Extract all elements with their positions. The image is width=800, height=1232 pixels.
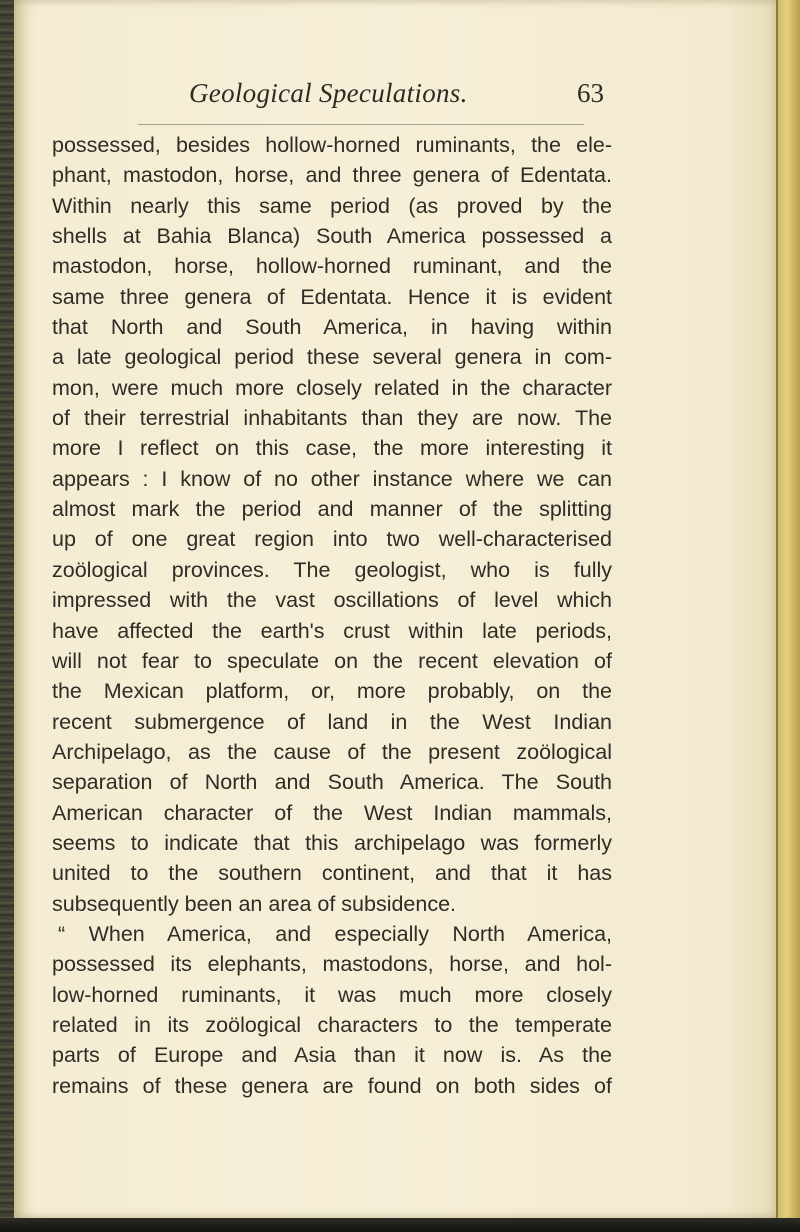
text-line: same three genera of Edentata. Hence it is evident — [52, 284, 612, 309]
text-line: of their terrestrial inhabitants than they are now. The — [52, 406, 612, 431]
running-head — [14, 78, 778, 118]
text-line: that North and South America, in having within — [52, 315, 612, 340]
text-line: united to the southern continent, and that it has — [52, 861, 612, 886]
text-line: have affected the earth's crust within late periods, — [52, 618, 612, 643]
text-line: recent submergence of land in the West Indian — [52, 709, 612, 734]
text-line: parts of Europe and Asia than it now is. As the — [52, 1043, 612, 1068]
text-line: possessed its elephants, mastodons, horse, and hol- — [52, 952, 612, 977]
text-line: mastodon, horse, hollow-horned ruminant, and the — [52, 254, 612, 279]
page-number: 63 — [577, 78, 604, 108]
text-line: the Mexican platform, or, more probably, on the — [52, 679, 612, 704]
text-line: mon, were much more closely related in the character — [52, 375, 612, 400]
text-line: a late geological period these several genera in com- — [52, 345, 612, 370]
text-line: zoölogical provinces. The geologist, who is fully — [52, 557, 612, 582]
text-line-paragraph-end: subsequently been an area of subsidence. — [52, 891, 457, 916]
text-line: American character of the West Indian mammals, — [52, 800, 612, 825]
text-line: appears : I know of no other instance where we can — [52, 466, 612, 491]
text-line: low-horned ruminants, it was much more closely — [52, 982, 612, 1007]
text-line: Within nearly this same period (as proved by the — [52, 193, 612, 218]
text-line: more I reflect on this case, the more interesting it — [52, 436, 612, 461]
text-line: impressed with the vast oscillations of level which — [52, 588, 612, 613]
running-head-title: Geological Speculations. — [189, 78, 468, 108]
book-right-edge — [776, 0, 800, 1232]
text-line: remains of these genera are found on both sides of — [52, 1073, 612, 1098]
text-line: shells at Bahia Blanca) South America possessed a — [52, 224, 612, 249]
text-line: separation of North and South America. The South — [52, 770, 612, 795]
book-bottom-edge — [0, 1218, 800, 1232]
book-page — [14, 0, 778, 1218]
text-line: almost mark the period and manner of the splitting — [52, 497, 612, 522]
book-left-edge — [0, 0, 14, 1232]
header-rule — [138, 124, 584, 125]
body-text — [52, 130, 612, 1101]
text-line: phant, mastodon, horse, and three genera of Edentata. — [52, 163, 612, 188]
text-line-quote-start: “ When America, and especially North America, — [58, 921, 612, 946]
text-line: seems to indicate that this archipelago was formerly — [52, 830, 612, 855]
text-line: possessed, besides hollow-horned ruminants, the ele- — [52, 133, 612, 157]
text-line: up of one great region into two well-characterised — [52, 527, 612, 552]
text-line: Archipelago, as the cause of the present zoölogical — [52, 739, 612, 764]
text-line: will not fear to speculate on the recent elevation of — [52, 648, 612, 673]
text-line: related in its zoölogical characters to the temperate — [52, 1012, 612, 1037]
